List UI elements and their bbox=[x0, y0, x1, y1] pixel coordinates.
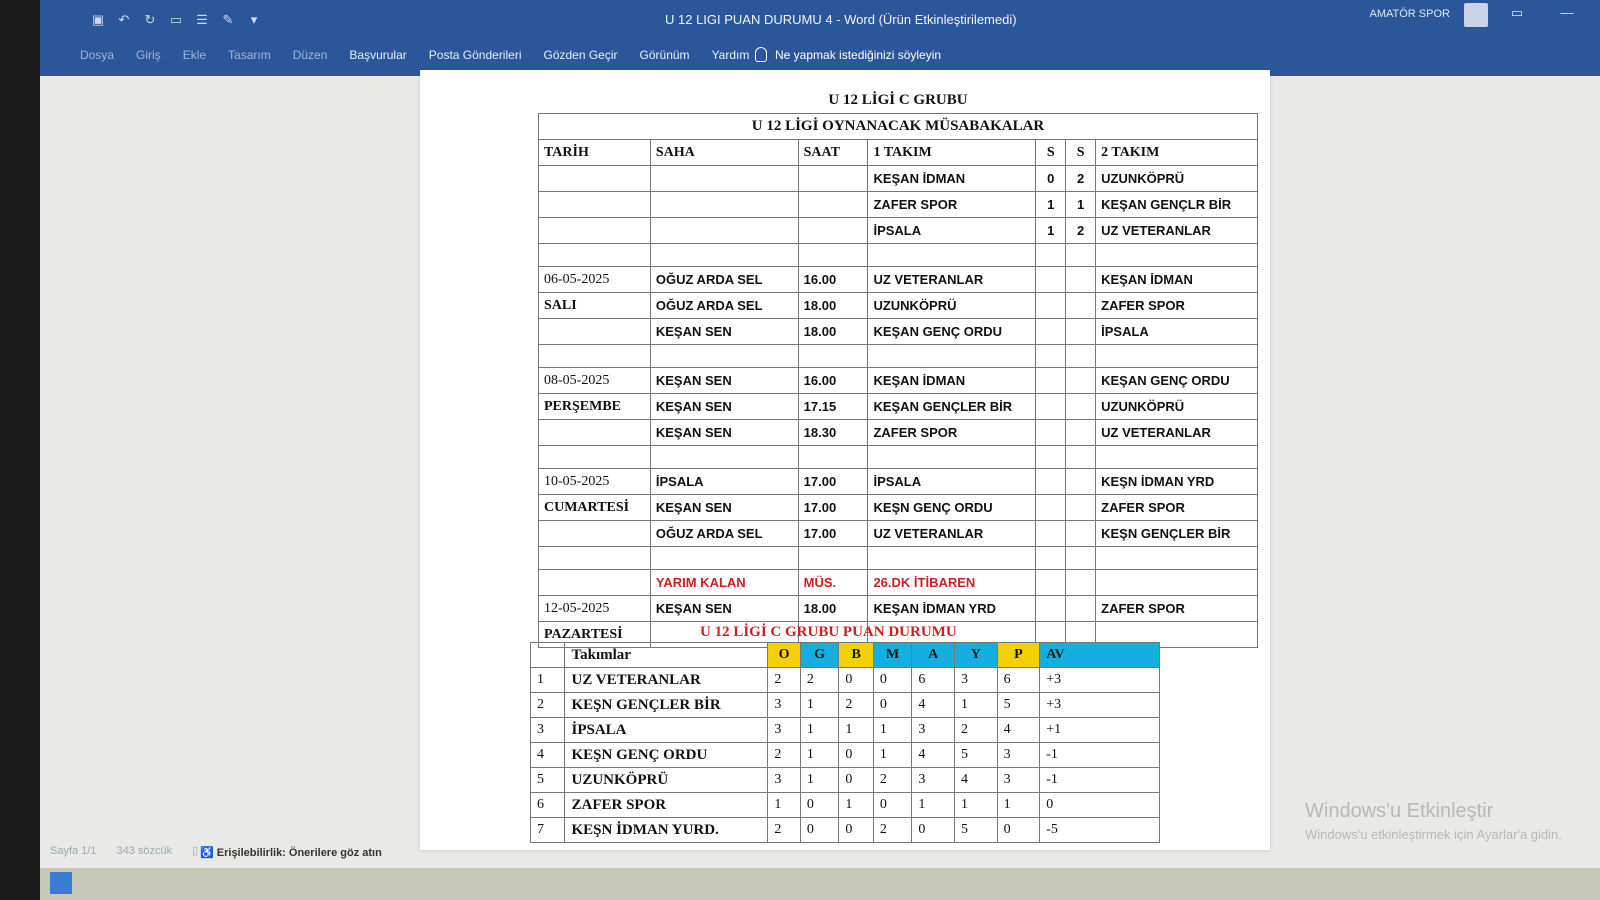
field-cell: İPSALA bbox=[650, 469, 798, 495]
table-row-empty bbox=[539, 547, 1258, 570]
stat-cell: 2 bbox=[839, 693, 873, 718]
date-cell: 08-05-2025 bbox=[539, 368, 651, 394]
accessibility-text: Erişilebilirlik: Önerilere göz atın bbox=[216, 847, 382, 859]
score-cell: 1 bbox=[1066, 192, 1096, 218]
windows-start-icon[interactable] bbox=[50, 872, 72, 894]
team-cell: ZAFER SPOR bbox=[1096, 596, 1258, 622]
activation-watermark bbox=[1305, 800, 1562, 842]
stat-cell: 0 bbox=[873, 793, 912, 818]
stat-cell: 3 bbox=[912, 768, 955, 793]
rank-cell: 7 bbox=[531, 818, 565, 843]
team-cell: ZAFER SPOR bbox=[1096, 495, 1258, 521]
stat-cell: 3 bbox=[912, 718, 955, 743]
stat-cell: 0 bbox=[997, 818, 1040, 843]
stat-cell: 0 bbox=[839, 668, 873, 693]
stat-cell: 1 bbox=[800, 768, 839, 793]
standings-header-row bbox=[531, 643, 1160, 668]
team-cell: UZ VETERANLAR bbox=[868, 521, 1036, 547]
field-cell: OĞUZ ARDA SEL bbox=[650, 293, 798, 319]
title-bar bbox=[40, 0, 1600, 40]
col-header: O bbox=[768, 643, 800, 668]
rank-cell: 1 bbox=[531, 668, 565, 693]
weekday-cell: PERŞEMBE bbox=[539, 394, 651, 420]
team-cell: İPSALA bbox=[868, 218, 1036, 244]
col-header: SAAT bbox=[798, 140, 868, 166]
stat-cell: 6 bbox=[997, 668, 1040, 693]
team-cell: UZ VETERANLAR bbox=[1096, 218, 1258, 244]
stat-cell: +3 bbox=[1040, 668, 1160, 693]
col-header: P bbox=[997, 643, 1040, 668]
note-cell: YARIM KALAN bbox=[650, 570, 798, 596]
score-cell: 0 bbox=[1036, 166, 1066, 192]
col-header: Takımlar bbox=[565, 643, 768, 668]
team-cell: KEŞAN İDMAN bbox=[868, 166, 1036, 192]
col-header: 2 TAKIM bbox=[1096, 140, 1258, 166]
time-cell: 18.00 bbox=[798, 319, 868, 345]
team-cell: UZUNKÖPRÜ bbox=[565, 768, 768, 793]
status-bar bbox=[40, 838, 1600, 868]
schedule-table bbox=[538, 88, 1258, 648]
document-page[interactable] bbox=[420, 70, 1270, 850]
chevron-down-icon[interactable]: ▾ bbox=[250, 12, 258, 27]
team-cell: KEŞN GENÇ ORDU bbox=[565, 743, 768, 768]
time-cell: 16.00 bbox=[798, 267, 868, 293]
team-cell: İPSALA bbox=[1096, 319, 1258, 345]
read-mode-icon[interactable]: ▯ bbox=[192, 845, 199, 857]
stat-cell: 3 bbox=[997, 768, 1040, 793]
stat-cell: 3 bbox=[768, 768, 800, 793]
stat-cell: 0 bbox=[839, 818, 873, 843]
stat-cell: +3 bbox=[1040, 693, 1160, 718]
col-header: M bbox=[873, 643, 912, 668]
table-row bbox=[539, 267, 1258, 293]
stat-cell: 6 bbox=[912, 668, 955, 693]
weekday-cell: PAZARTESİ bbox=[539, 622, 651, 648]
tab-yardim[interactable]: Yardım bbox=[711, 48, 750, 62]
toolbar-icon[interactable]: ☰ bbox=[196, 12, 208, 27]
team-cell: KEŞN İDMAN YRD bbox=[1096, 469, 1258, 495]
field-cell: KEŞAN SEN bbox=[650, 319, 798, 345]
stat-cell: 2 bbox=[873, 818, 912, 843]
team-cell: KEŞAN İDMAN YRD bbox=[868, 596, 1036, 622]
tab-gorunum[interactable]: Görünüm bbox=[639, 48, 690, 62]
stat-cell: 0 bbox=[873, 693, 912, 718]
stat-cell: 5 bbox=[955, 818, 998, 843]
stat-cell: 3 bbox=[997, 743, 1040, 768]
table-row bbox=[531, 793, 1160, 818]
schedule-title: U 12 LİGİ OYNANACAK MÜSABAKALAR bbox=[539, 114, 1258, 140]
table-row bbox=[531, 743, 1160, 768]
schedule-title-group: U 12 LİGİ C GRUBU bbox=[539, 88, 1258, 114]
stat-cell: 0 bbox=[912, 818, 955, 843]
team-cell: İPSALA bbox=[565, 718, 768, 743]
rank-cell: 6 bbox=[531, 793, 565, 818]
team-cell: ZAFER SPOR bbox=[565, 793, 768, 818]
stat-cell: 0 bbox=[839, 743, 873, 768]
stat-cell: 4 bbox=[912, 743, 955, 768]
status-left bbox=[50, 844, 198, 857]
table-row bbox=[539, 596, 1258, 622]
table-row bbox=[539, 218, 1258, 244]
table-row bbox=[539, 495, 1258, 521]
stat-cell: 0 bbox=[800, 793, 839, 818]
time-cell: 16.00 bbox=[798, 368, 868, 394]
tab-posta[interactable]: Posta Gönderileri bbox=[428, 48, 522, 62]
table-row bbox=[531, 693, 1160, 718]
time-cell: 17.00 bbox=[798, 495, 868, 521]
stat-cell: 1 bbox=[955, 793, 998, 818]
time-cell: 18.00 bbox=[798, 293, 868, 319]
tab-giris[interactable]: Giriş bbox=[136, 48, 161, 62]
team-cell: UZUNKÖPRÜ bbox=[1096, 166, 1258, 192]
team-cell: ZAFER SPOR bbox=[1096, 293, 1258, 319]
col-header: TARİH bbox=[539, 140, 651, 166]
stat-cell: 0 bbox=[839, 768, 873, 793]
schedule-header-row bbox=[539, 140, 1258, 166]
table-row-empty bbox=[539, 345, 1258, 368]
field-cell: KEŞAN SEN bbox=[650, 368, 798, 394]
stat-cell: -1 bbox=[1040, 743, 1160, 768]
date-cell: 12-05-2025 bbox=[539, 596, 651, 622]
stat-cell: 1 bbox=[873, 743, 912, 768]
table-row bbox=[539, 293, 1258, 319]
col-header: 1 TAKIM bbox=[868, 140, 1036, 166]
team-cell: ZAFER SPOR bbox=[868, 420, 1036, 446]
stat-cell: 2 bbox=[768, 743, 800, 768]
team-cell: KEŞAN İDMAN bbox=[1096, 267, 1258, 293]
team-cell: KEŞAN GENÇLR BİR bbox=[1096, 192, 1258, 218]
team-cell: KEŞAN GENÇLER BİR bbox=[868, 394, 1036, 420]
col-header: S bbox=[1036, 140, 1066, 166]
stat-cell: 4 bbox=[997, 718, 1040, 743]
window-title: U 12 LIGI PUAN DURUMU 4 - Word (Ürün Etkinleştirilemedi) bbox=[665, 12, 1017, 27]
score-cell: 1 bbox=[1036, 218, 1066, 244]
time-cell: 17.00 bbox=[798, 469, 868, 495]
toolbar-icon[interactable]: ▭ bbox=[169, 12, 183, 27]
table-row bbox=[531, 718, 1160, 743]
stat-cell: 1 bbox=[997, 793, 1040, 818]
col-header: G bbox=[800, 643, 839, 668]
stat-cell: 3 bbox=[955, 668, 998, 693]
team-cell: UZUNKÖPRÜ bbox=[1096, 394, 1258, 420]
weekday-cell: CUMARTESİ bbox=[539, 495, 651, 521]
field-cell: KEŞAN SEN bbox=[650, 495, 798, 521]
col-header: Y bbox=[955, 643, 998, 668]
word-count[interactable]: 343 sözcük bbox=[116, 844, 173, 857]
stat-cell: 1 bbox=[839, 718, 873, 743]
tab-dosya[interactable]: Dosya bbox=[80, 48, 115, 62]
team-cell: UZ VETERANLAR bbox=[1096, 420, 1258, 446]
standings-title: U 12 LİGİ C GRUBU PUAN DURUMU bbox=[700, 624, 957, 640]
rank-cell: 4 bbox=[531, 743, 565, 768]
tell-me-text: Ne yapmak istediğinizi söyleyin bbox=[775, 47, 942, 62]
field-cell: KEŞAN SEN bbox=[650, 420, 798, 446]
time-cell: 17.15 bbox=[798, 394, 868, 420]
page-count[interactable]: Sayfa 1/1 bbox=[50, 844, 97, 857]
stat-cell: 2 bbox=[768, 818, 800, 843]
rank-cell: 5 bbox=[531, 768, 565, 793]
score-cell: 2 bbox=[1066, 218, 1096, 244]
stat-cell: 1 bbox=[800, 693, 839, 718]
score-cell: 2 bbox=[1066, 166, 1096, 192]
field-cell: KEŞAN SEN bbox=[650, 394, 798, 420]
redo-icon[interactable]: ↻ bbox=[144, 12, 156, 27]
undo-icon[interactable]: ↶ bbox=[118, 12, 130, 27]
taskbar bbox=[40, 868, 1600, 900]
stat-cell: 2 bbox=[800, 668, 839, 693]
note-cell: 26.DK İTİBAREN bbox=[868, 570, 1036, 596]
stat-cell: +1 bbox=[1040, 718, 1160, 743]
team-cell: KEŞN GENÇLER BİR bbox=[565, 693, 768, 718]
rank-cell: 2 bbox=[531, 693, 565, 718]
stat-cell: 1 bbox=[839, 793, 873, 818]
team-cell: KEŞAN GENÇ ORDU bbox=[868, 319, 1036, 345]
team-cell: KEŞN İDMAN YURD. bbox=[565, 818, 768, 843]
ribbon-display-icon[interactable]: ▭ bbox=[1510, 5, 1524, 20]
table-row bbox=[539, 166, 1258, 192]
col-header: A bbox=[912, 643, 955, 668]
account-name[interactable]: AMATÖR SPOR bbox=[1369, 8, 1450, 20]
team-cell: İPSALA bbox=[868, 469, 1036, 495]
date-cell: 06-05-2025 bbox=[539, 267, 651, 293]
team-cell: UZUNKÖPRÜ bbox=[868, 293, 1036, 319]
team-cell: UZ VETERANLAR bbox=[565, 668, 768, 693]
accessibility-icon: ♿ bbox=[200, 847, 217, 859]
stat-cell: 0 bbox=[800, 818, 839, 843]
table-row bbox=[539, 368, 1258, 394]
table-row bbox=[539, 521, 1258, 547]
stat-cell: 2 bbox=[955, 718, 998, 743]
stat-cell: 1 bbox=[955, 693, 998, 718]
stat-cell: 1 bbox=[912, 793, 955, 818]
rank-cell: 3 bbox=[531, 718, 565, 743]
date-cell: 10-05-2025 bbox=[539, 469, 651, 495]
tab-ekle[interactable]: Ekle bbox=[182, 48, 207, 62]
stat-cell: 1 bbox=[800, 743, 839, 768]
table-row bbox=[539, 469, 1258, 495]
team-cell: KEŞN GENÇLER BİR bbox=[1096, 521, 1258, 547]
format-painter-icon[interactable]: ✎ bbox=[222, 12, 234, 27]
table-row bbox=[531, 668, 1160, 693]
watermark-subtitle: Windows'u etkinleştirmek için Ayarlar'a gidin. bbox=[1305, 827, 1562, 842]
col-header: AV bbox=[1040, 643, 1160, 668]
standings-table bbox=[530, 642, 1160, 843]
field-cell: OĞUZ ARDA SEL bbox=[650, 521, 798, 547]
tell-me-box[interactable] bbox=[755, 47, 941, 62]
time-cell: 18.30 bbox=[798, 420, 868, 446]
stat-cell: 3 bbox=[768, 718, 800, 743]
stat-cell: 0 bbox=[873, 668, 912, 693]
stat-cell: 5 bbox=[955, 743, 998, 768]
save-icon[interactable]: ▣ bbox=[91, 12, 105, 27]
table-row bbox=[539, 319, 1258, 345]
time-cell: 18.00 bbox=[798, 596, 868, 622]
col-header: S bbox=[1066, 140, 1096, 166]
stat-cell: 1 bbox=[873, 718, 912, 743]
stat-cell: -5 bbox=[1040, 818, 1160, 843]
table-row-empty bbox=[539, 244, 1258, 267]
table-row-empty bbox=[539, 446, 1258, 469]
stat-cell: 3 bbox=[768, 693, 800, 718]
table-row bbox=[539, 394, 1258, 420]
stat-cell: -1 bbox=[1040, 768, 1160, 793]
tab-tasarim[interactable]: Tasarım bbox=[228, 48, 271, 62]
ribbon-tabs bbox=[80, 48, 749, 62]
tab-basvurular[interactable]: Başvurular bbox=[349, 48, 407, 62]
tab-gozden-gecir[interactable]: Gözden Geçir bbox=[543, 48, 618, 62]
minimize-icon[interactable]: — bbox=[1560, 5, 1574, 20]
time-cell: 17.00 bbox=[798, 521, 868, 547]
screen bbox=[40, 0, 1600, 900]
watermark-title: Windows'u Etkinleştir bbox=[1305, 800, 1494, 822]
score-cell: 1 bbox=[1036, 192, 1066, 218]
stat-cell: 5 bbox=[997, 693, 1040, 718]
field-cell: OĞUZ ARDA SEL bbox=[650, 267, 798, 293]
note-cell: MÜS. bbox=[798, 570, 868, 596]
col-header: B bbox=[839, 643, 873, 668]
table-row bbox=[539, 192, 1258, 218]
team-cell: UZ VETERANLAR bbox=[868, 267, 1036, 293]
team-cell: ZAFER SPOR bbox=[868, 192, 1036, 218]
team-cell: KEŞAN GENÇ ORDU bbox=[1096, 368, 1258, 394]
stat-cell: 1 bbox=[768, 793, 800, 818]
quick-access-toolbar bbox=[90, 12, 262, 28]
team-cell: KEŞN GENÇ ORDU bbox=[868, 495, 1036, 521]
weekday-cell: SALI bbox=[539, 293, 651, 319]
table-row bbox=[539, 420, 1258, 446]
stat-cell: 4 bbox=[912, 693, 955, 718]
accessibility-status[interactable] bbox=[200, 846, 382, 859]
field-cell: KEŞAN SEN bbox=[650, 596, 798, 622]
stat-cell: 2 bbox=[768, 668, 800, 693]
stat-cell: 1 bbox=[800, 718, 839, 743]
user-avatar-icon[interactable] bbox=[1464, 3, 1488, 27]
tab-duzen[interactable]: Düzen bbox=[292, 48, 328, 62]
lightbulb-icon bbox=[755, 47, 767, 62]
col-header: SAHA bbox=[650, 140, 798, 166]
team-cell: KEŞAN İDMAN bbox=[868, 368, 1036, 394]
table-row-note bbox=[539, 570, 1258, 596]
stat-cell: 2 bbox=[873, 768, 912, 793]
stat-cell: 4 bbox=[955, 768, 998, 793]
stat-cell: 0 bbox=[1040, 793, 1160, 818]
table-row bbox=[531, 768, 1160, 793]
